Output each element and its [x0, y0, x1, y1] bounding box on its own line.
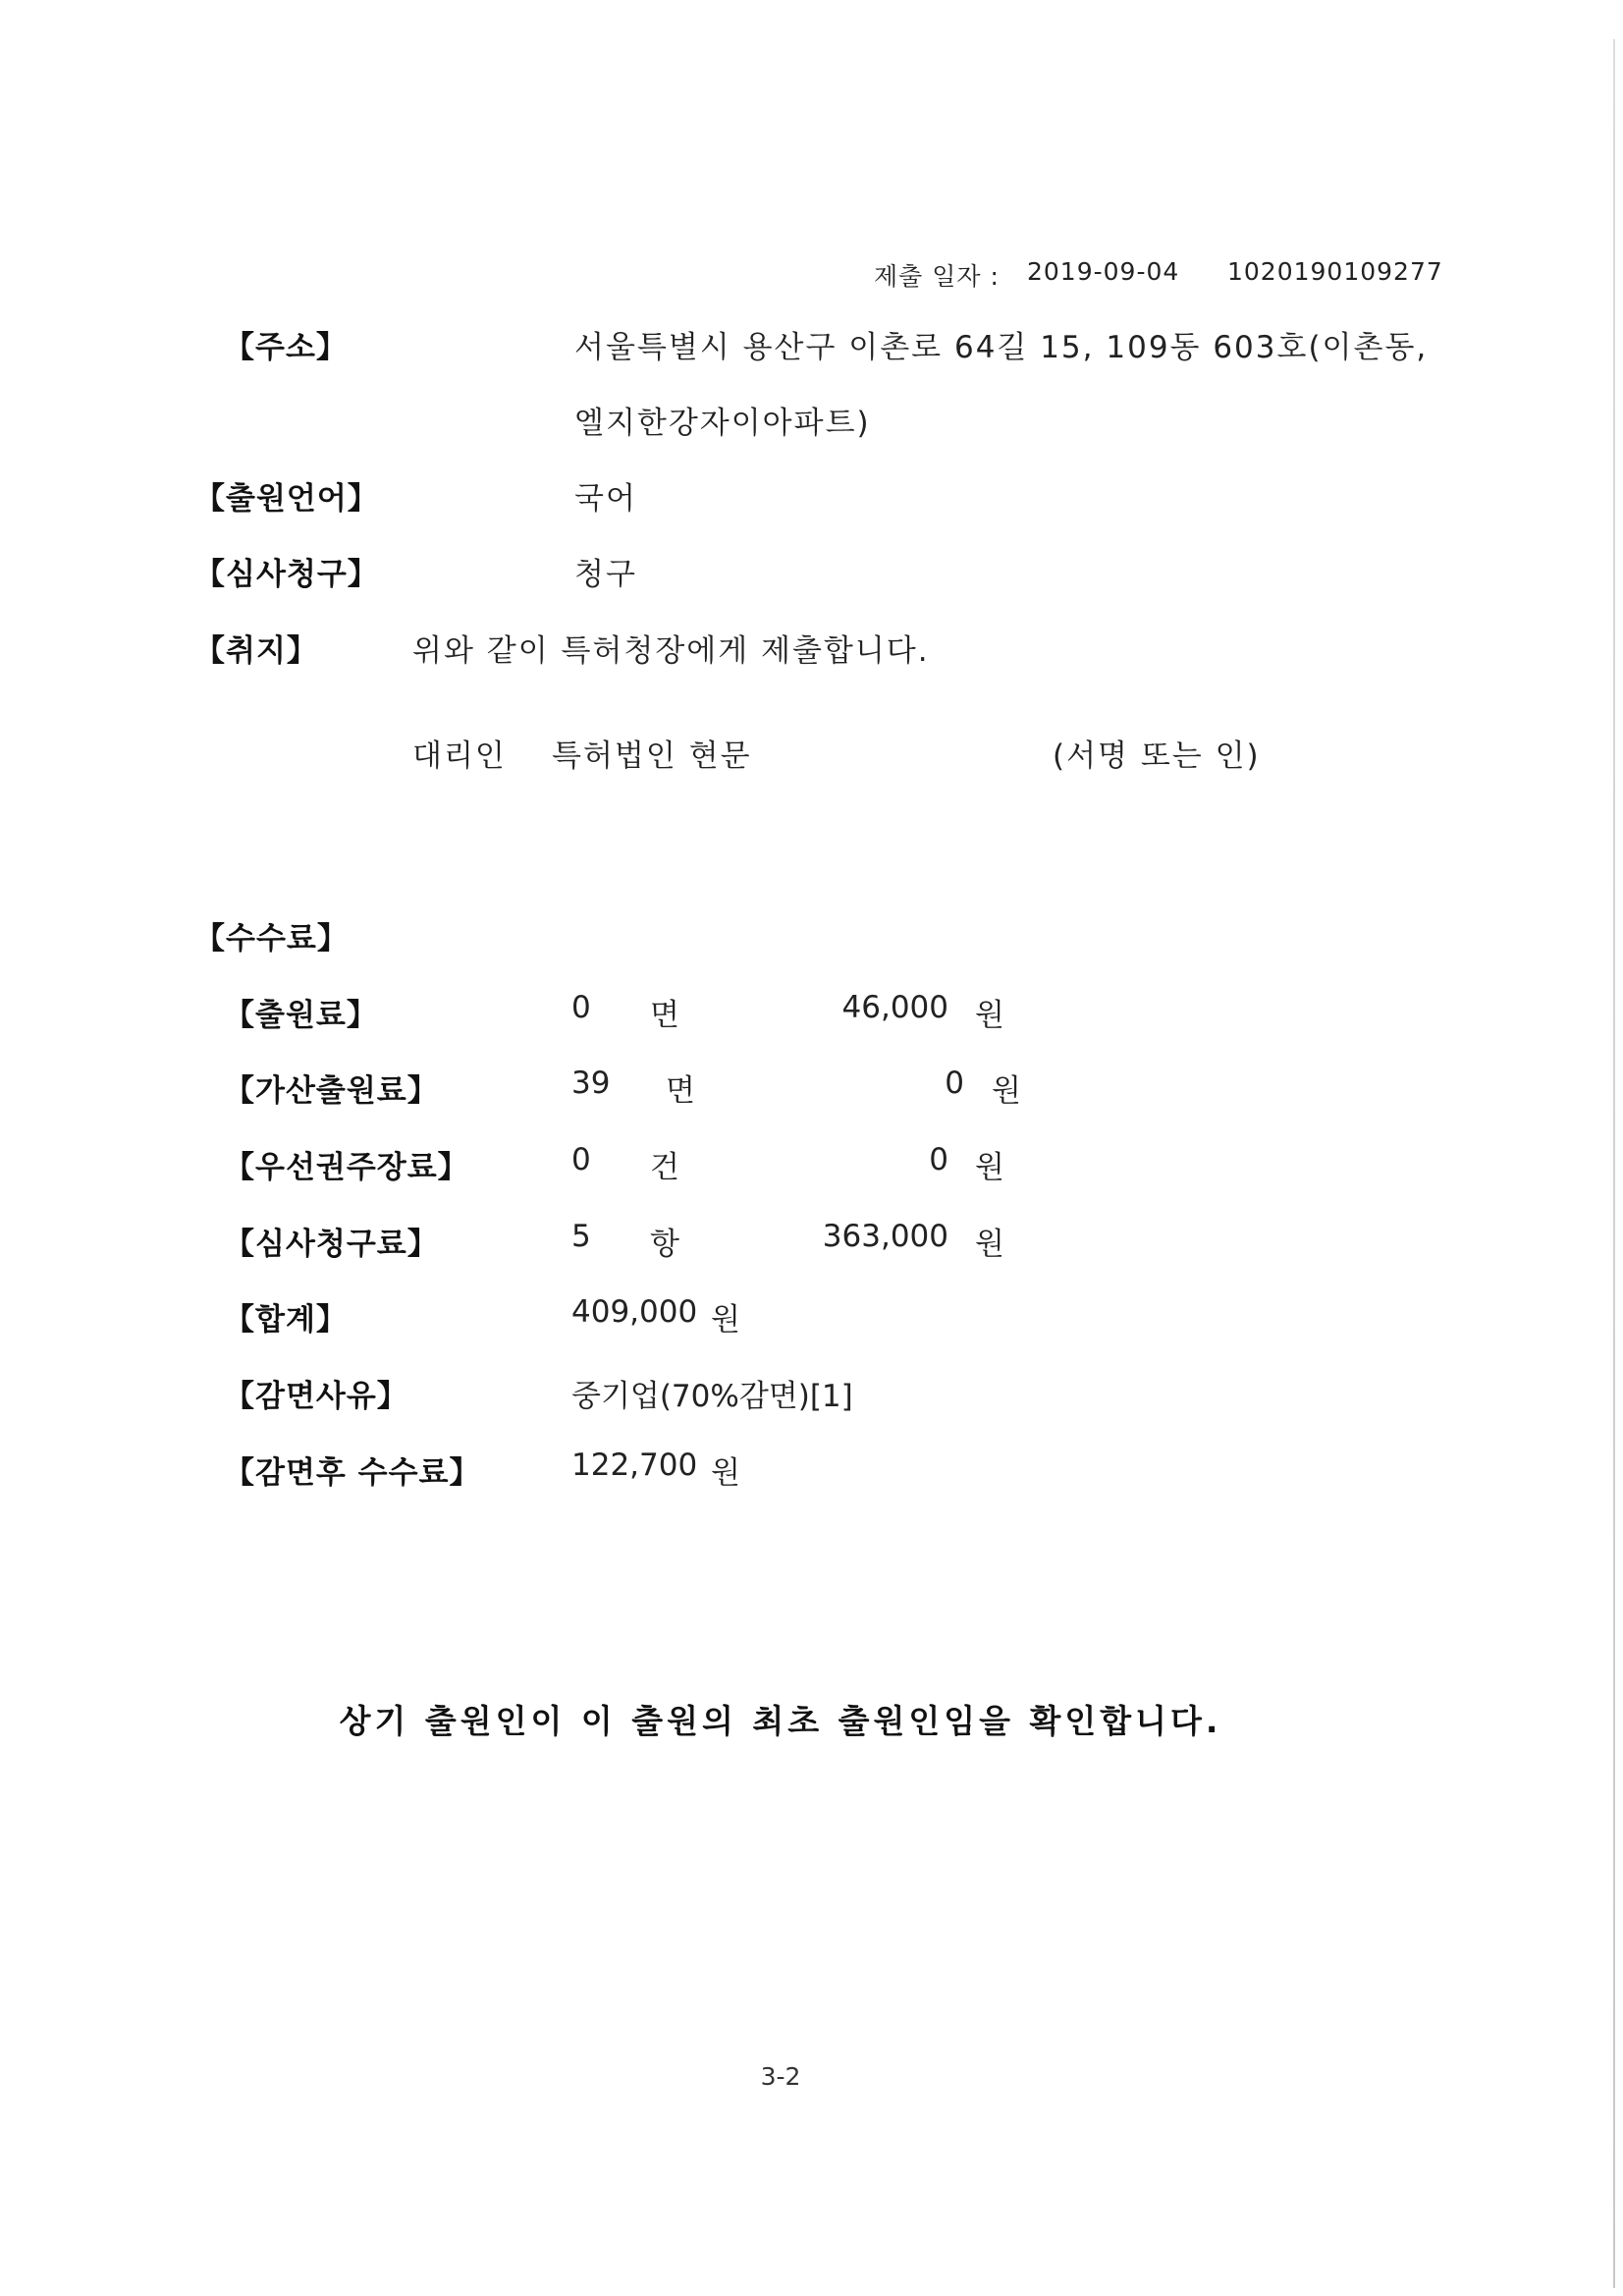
fee-row-currency: 원: [975, 1150, 1006, 1185]
submit-date: 2019-09-04: [1027, 257, 1180, 286]
after-reduction-currency: 원: [711, 1455, 742, 1491]
purpose-label: 【취지】: [194, 633, 318, 669]
fee-row-currency: 원: [975, 998, 1006, 1033]
fee-row-unit: 항: [650, 1227, 681, 1262]
purpose-value: 위와 같이 특허청장에게 제출합니다.: [412, 633, 930, 669]
reduction-reason-label: 【감면사유】: [224, 1379, 408, 1414]
agent-name: 특허법인 현문: [552, 738, 752, 774]
total-currency: 원: [711, 1302, 742, 1338]
fee-row-count: 5: [571, 1219, 591, 1254]
fee-row-amount: 0: [945, 1066, 964, 1101]
address-label: 【주소】: [224, 330, 348, 365]
agent-role: 대리인: [412, 738, 507, 774]
fee-row-amount: 0: [929, 1142, 948, 1177]
language-value: 국어: [574, 481, 637, 517]
fee-row-label: 【가산출원료】: [224, 1073, 439, 1109]
fee-row-label: 【출원료】: [224, 998, 378, 1033]
fee-row-amount: 363,000: [822, 1219, 948, 1254]
address-line-1: 서울특별시 용산구 이촌로 64길 15, 109동 603호(이촌동,: [574, 330, 1429, 365]
reduction-reason-value: 중기업(70%감면)[1]: [571, 1379, 853, 1414]
fee-row-count: 0: [571, 990, 591, 1025]
after-reduction-amount: 122,700: [571, 1448, 698, 1483]
exam-request-value: 청구: [574, 557, 637, 592]
exam-request-label: 【심사청구】: [194, 557, 379, 592]
total-amount: 409,000: [571, 1294, 698, 1330]
page-number: 3-2: [760, 2062, 801, 2091]
fee-row-count: 39: [571, 1066, 611, 1101]
language-label: 【출원언어】: [194, 481, 379, 517]
confirmation-statement: 상기 출원인이 이 출원의 최초 출원인임을 확인합니다.: [339, 1702, 1222, 1740]
document-number: 1020190109277: [1227, 257, 1443, 286]
fee-row-count: 0: [571, 1142, 591, 1177]
fee-row-currency: 원: [975, 1227, 1006, 1262]
fee-row-unit: 건: [650, 1150, 681, 1185]
fee-row-label: 【심사청구료】: [224, 1227, 439, 1262]
fee-row-unit: 면: [666, 1073, 697, 1109]
fees-label: 【수수료】: [194, 921, 349, 957]
fee-row-unit: 면: [650, 998, 681, 1033]
scan-edge-line: [1613, 39, 1615, 2288]
address-line-2: 엘지한강자이아파트): [574, 406, 871, 441]
after-reduction-label: 【감면후 수수료】: [224, 1455, 481, 1491]
fee-row-amount: 46,000: [841, 990, 948, 1025]
signature-placeholder: (서명 또는 인): [1053, 738, 1261, 774]
fee-row-label: 【우선권주장료】: [224, 1150, 469, 1185]
total-label: 【합계】: [224, 1302, 348, 1338]
submit-date-label: 제출 일자 :: [874, 262, 1000, 291]
fee-row-currency: 원: [992, 1073, 1023, 1109]
